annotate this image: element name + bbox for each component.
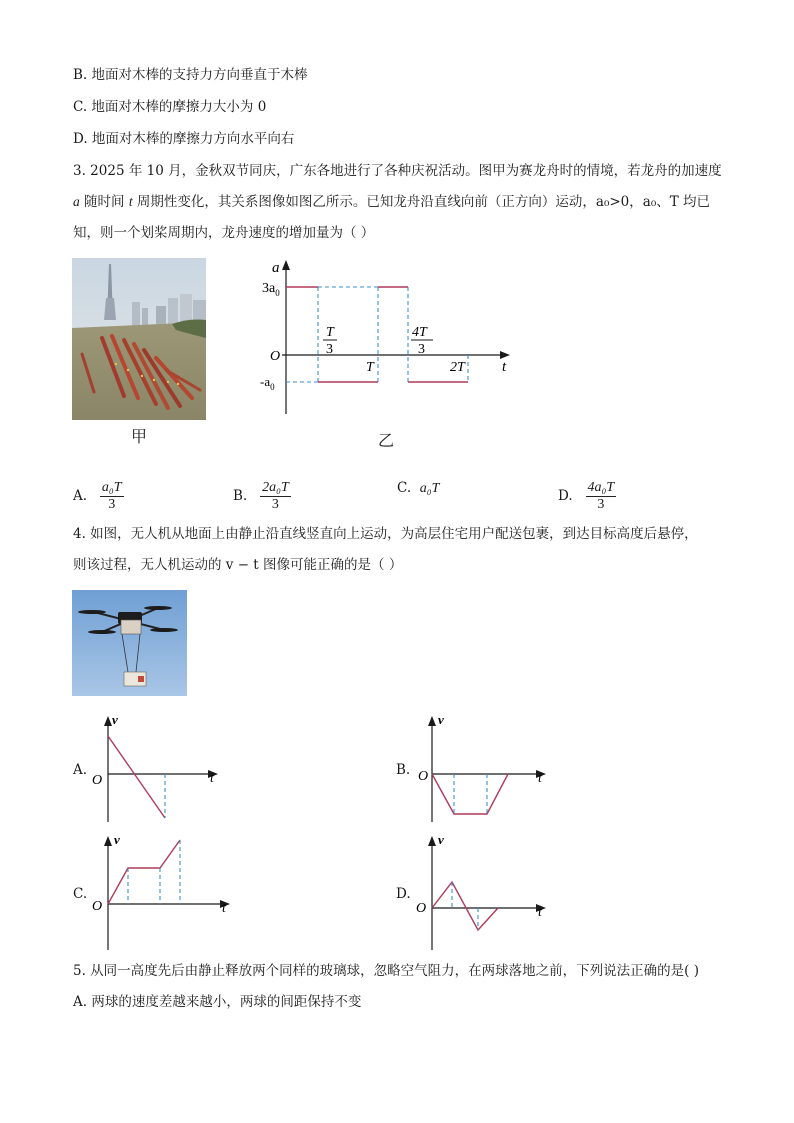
q3-option-a: A. $\frac{\text{a₀T}}{3}$ — [73, 480, 122, 512]
y-top-label: $3a_0$ — [262, 281, 280, 298]
q4-option-c-label: C. — [73, 886, 88, 902]
q4-stem-line2: 则该过程，无人机运动的 v − t 图像可能正确的是（ ） — [73, 557, 403, 573]
q4a-curve — [108, 736, 165, 818]
t-axis-label: t — [502, 359, 507, 375]
svg-text:v: v — [438, 832, 444, 847]
q3-option-c: C. a₀T — [397, 480, 440, 496]
t-axis-arrow — [500, 351, 510, 359]
frac-t3-num: T — [326, 325, 334, 340]
q3-option-d: D. $\frac{\text{4a₀T}}{3}$ — [558, 480, 615, 512]
q4-stem-line1: 4. 如图，无人机从地面上由静止沿直线竖直向上运动，为高层住宅用户配送包裹，到达目标高度后悬停， — [73, 526, 698, 542]
svg-text:v: v — [112, 712, 118, 727]
tick-2t-label: 2T — [450, 360, 465, 375]
caption-jia: 甲 — [131, 427, 148, 446]
q2-option-c: C. 地面对木棒的摩擦力大小为 0 — [73, 99, 267, 115]
frac-4t3-num: 4T — [412, 325, 427, 340]
origin-label: O — [270, 349, 281, 364]
q5-stem: 5. 从同一高度先后由静止释放两个同样的玻璃球，忽略空气阻力，在两球落地之前，下列说法正确的是( ) — [73, 963, 699, 979]
svg-text:O: O — [418, 769, 429, 784]
q3-stem-line3: 知，则一个划桨周期内，龙舟速度的增加量为（ ） — [73, 225, 375, 241]
q3-stem-line2: a 随时间 t 周期性变化，其关系图像如图乙所示。已知龙舟沿直线向前（正方向）运动，a₀>0，a₀、T 均已 — [73, 194, 711, 210]
svg-text:t: t — [210, 771, 214, 786]
caption-yi: 乙 — [378, 431, 395, 450]
tick-t-label: T — [366, 360, 374, 375]
svg-text:O: O — [416, 901, 427, 916]
q3-option-b: B. $\frac{\text{2a₀T}}{3}$ — [233, 480, 289, 512]
frac-t3-den: 3 — [326, 342, 333, 357]
q4c-curve — [108, 840, 180, 904]
svg-text:t: t — [538, 905, 542, 920]
q4-graph-b — [412, 710, 552, 825]
q3-stem-line1: 3. 2025 年 10 月，金秋双节同庆，广东各地进行了各种庆祝活动。图甲为赛龙舟时的情境，若龙舟的加速度 — [73, 163, 722, 179]
q4-graph-d — [412, 830, 552, 952]
svg-text:t: t — [222, 901, 226, 916]
a-axis-label: a — [272, 260, 280, 276]
frac-4t3-den: 3 — [418, 342, 425, 357]
q4d-curve — [432, 882, 498, 930]
dragon-boat-photo — [72, 258, 206, 420]
q4b-curve — [432, 774, 508, 814]
q2-option-d: D. 地面对木棒的摩擦力方向水平向右 — [73, 131, 295, 147]
q4-option-d-label: D. — [396, 886, 411, 902]
q4-graph-a — [88, 710, 223, 825]
acceleration-time-graph — [256, 254, 522, 420]
svg-text:O: O — [92, 773, 103, 788]
svg-text:t: t — [538, 771, 542, 786]
q4-option-b-label: B. — [396, 762, 411, 778]
svg-text:v: v — [438, 712, 444, 727]
drone-photo — [72, 590, 187, 696]
y-bottom-label: $-a_0$ — [260, 374, 275, 392]
svg-text:O: O — [92, 899, 103, 914]
dashed-guides — [286, 287, 468, 382]
q5-option-a: A. 两球的速度差越来越小，两球的间距保持不变 — [73, 994, 362, 1010]
svg-text:v: v — [114, 832, 120, 847]
a-axis-arrow — [282, 260, 290, 270]
acceleration-curve — [286, 287, 468, 382]
q4-option-a-label: A. — [73, 762, 88, 778]
q2-option-b: B. 地面对木棒的支持力方向垂直于木棒 — [73, 67, 308, 83]
q4-graph-c — [88, 830, 236, 952]
